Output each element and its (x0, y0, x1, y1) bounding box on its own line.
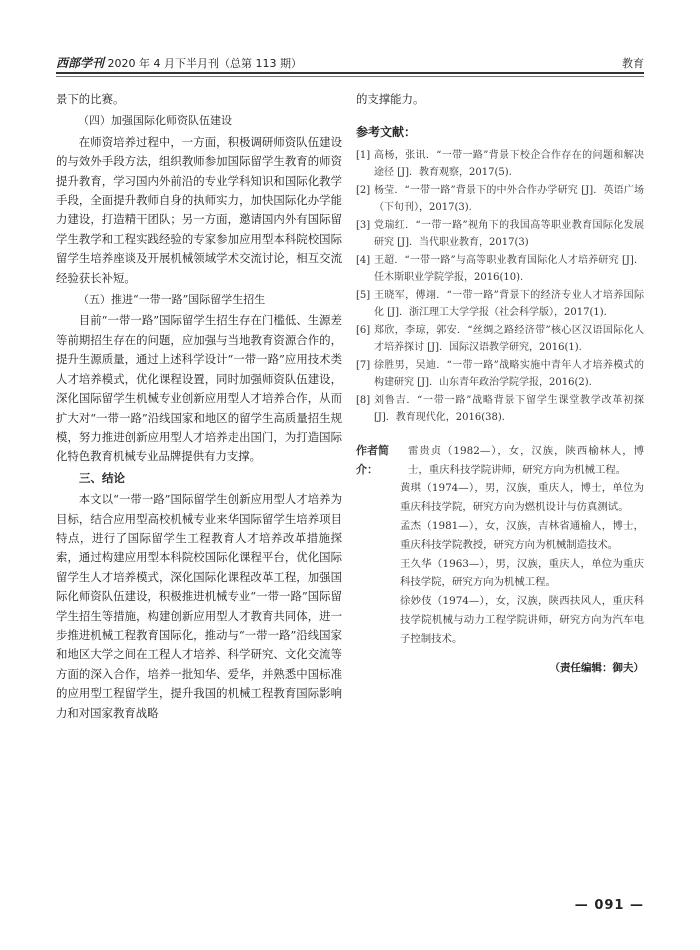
reference-text: 高杨，张讯．“一带一路”背景下校企合作存在的问题和解决途径 [J]．教育观察，2017(5). (374, 149, 644, 178)
header-rule-thin (56, 76, 644, 77)
reference-text: 刘鲁吉．“一带一路”战略背景下留学生课堂教学改革初探 [J]．教育现代化，2016(38). (374, 394, 644, 423)
reference-item (356, 252, 644, 286)
header-rule (56, 72, 644, 74)
reference-number: [5] (356, 289, 371, 301)
responsible-editor: （责任编辑：御夫） (549, 661, 644, 674)
reference-number: [7] (356, 359, 371, 371)
reference-item (356, 147, 644, 181)
references-title: 参考文献： (356, 125, 417, 140)
paragraph: 本文以“一带一路”国际留学生创新应用型人才培养为目标，结合应用型高校机械专业来华国际留学生培养项目特点，进行了国际留学生工程教育人才培养改革措施探索，通过构建应用型本科院校国际化课程平台，优化国际留学生人才培养模式，深化国际化课程改革工程，加强国际化师资队伍建设，积极推进机械专业“一带一路”国际留学生招生等措施，构建创新应用型人才教育共同体，进一步推进机械工程教育国际化，推动与“一带一路”沿线国家和地区大学之间在工程人才培养、科学研究、文化交流等方面的深入合作，培养一批知华、爱华，并熟悉中国标准的应用型工程留学生，提升我国的机械工程教育国际影响力和对国家教育战略 (56, 492, 342, 720)
reference-number: [8] (356, 394, 371, 406)
reference-text: 郑欣，李琼，郭安．“丝绸之路经济带”核心区汉语国际化人才培养探讨 [J]．国际汉语教学研究，2016(1). (374, 324, 644, 353)
paragraph: 的支撑能力。 (356, 92, 425, 106)
paragraph: 在师资培养过程中，一方面，积极调研师资队伍建设的与效外手段方法，组织教师参加国际留学生教育的师资提升教育，学习国内外前沿的专业学科知识和国际化教学手段，全面提升教师自身的执师实力，加快国际化办学能力建设，打造精干团队；另一方面，邀请国内外有国际留学生教学和工程实践经验的专家参加应用型本科院校国际留学生培养座谈及开展机械领域学术交流讨论，相互交流经验获长补短。 (56, 134, 342, 285)
author-entry: 王久华（1963—），男，汉族，重庆人，单位为重庆科技学院，研究方向为机械工程。 (400, 557, 644, 589)
reference-item (356, 287, 644, 321)
author-entry (356, 442, 644, 480)
author-entry: 黄琪（1974—），男，汉族，重庆人，博士，单位为重庆科技学院，研究方向为燃机设计与仿真测试。 (400, 482, 644, 514)
reference-number: [1] (356, 149, 371, 161)
author-info (356, 442, 644, 649)
reference-number: [3] (356, 219, 371, 231)
reference-item (356, 357, 644, 391)
reference-text: 杨莹．“一带一路”背景下的中外合作办学研究 [J]．英语广场（下旬刊），2017(3). (374, 184, 644, 213)
author-entry: 徐妙伎（1974—），女，汉族，陕西扶风人，重庆科技学院机械与动力工程学院讲师，研究方向为汽车电子控制技术。 (400, 595, 644, 645)
author-label: 作者简介： (356, 443, 389, 476)
paragraph: 景下的比赛。 (56, 92, 125, 106)
author-text: 雷贵贞（1982—），女，汉族，陕西榆林人，博士，重庆科技学院讲师，研究方向为机械工程。 (408, 444, 644, 476)
section-label: 教育 (622, 57, 644, 70)
reference-item (356, 322, 644, 356)
right-column (356, 90, 644, 678)
reference-number: [2] (356, 184, 371, 196)
reference-item (356, 392, 644, 426)
journal-name: 西部学刊 2020 年 4 月下半月刊（总第 113 期） (56, 56, 302, 70)
reference-text: 徐胜男，吴迪．“一带一路”战略实施中青年人才培养模式的构建研究 [J]．山东青年政治学院学报，2016(2). (374, 359, 644, 388)
reference-item (356, 182, 644, 216)
subsection-heading: （四）加强国际化师资队伍建设 (78, 114, 232, 128)
paragraph: 目前“一带一路”国际留学生招生存在门槛低、生源差等前期招生存在的问题，应加强与当地教育资源合作的，提升生源质量，通过上述科学设计“一带一路”应用技术类人才培养模式，优化课程设置，同时加强师资队伍建设，深化国际留学生机械专业创新应用型人才培养合作，从而扩大对“一带一路”沿线国家和地区的留学生高质量招生规模，努力推进创新应用型人才培养走出国门，为打造国际化特色教育机械专业品牌提供有力支撑。 (56, 313, 342, 464)
reference-number: [4] (356, 254, 371, 266)
reference-text: 王晓军，傅翊．“一带一路”背景下的经济专业人才培养国际化 [J]．浙江理工大学学报（社会科学版），2017(1). (374, 289, 644, 318)
reference-number: [6] (356, 324, 371, 336)
reference-list (356, 147, 644, 426)
reference-text: 王超．“一带一路”与高等职业教育国际化人才培养研究 [J]．任木斯职业学院学报，2016(10). (374, 254, 644, 283)
page-header (56, 52, 644, 72)
issue-info: 2020 年 4 月下半月刊（总第 113 期） (107, 57, 302, 70)
author-entry: 孟杰（1981—），女，汉族，吉林省通榆人，博士，重庆科技学院教授，研究方向为机械制造技术。 (400, 520, 644, 551)
left-column (56, 90, 342, 723)
subsection-heading: （五）推进“一带一路”国际留学生招生 (78, 293, 266, 307)
reference-item (356, 217, 644, 251)
page-number: — 091 — (574, 898, 644, 913)
reference-text: 党瑞红．“一带一路”视角下的我国高等职业教育国际化发展研究 [J]．当代职业教育，2017(3) (374, 219, 644, 248)
section-heading: 三、结论 (79, 470, 125, 485)
